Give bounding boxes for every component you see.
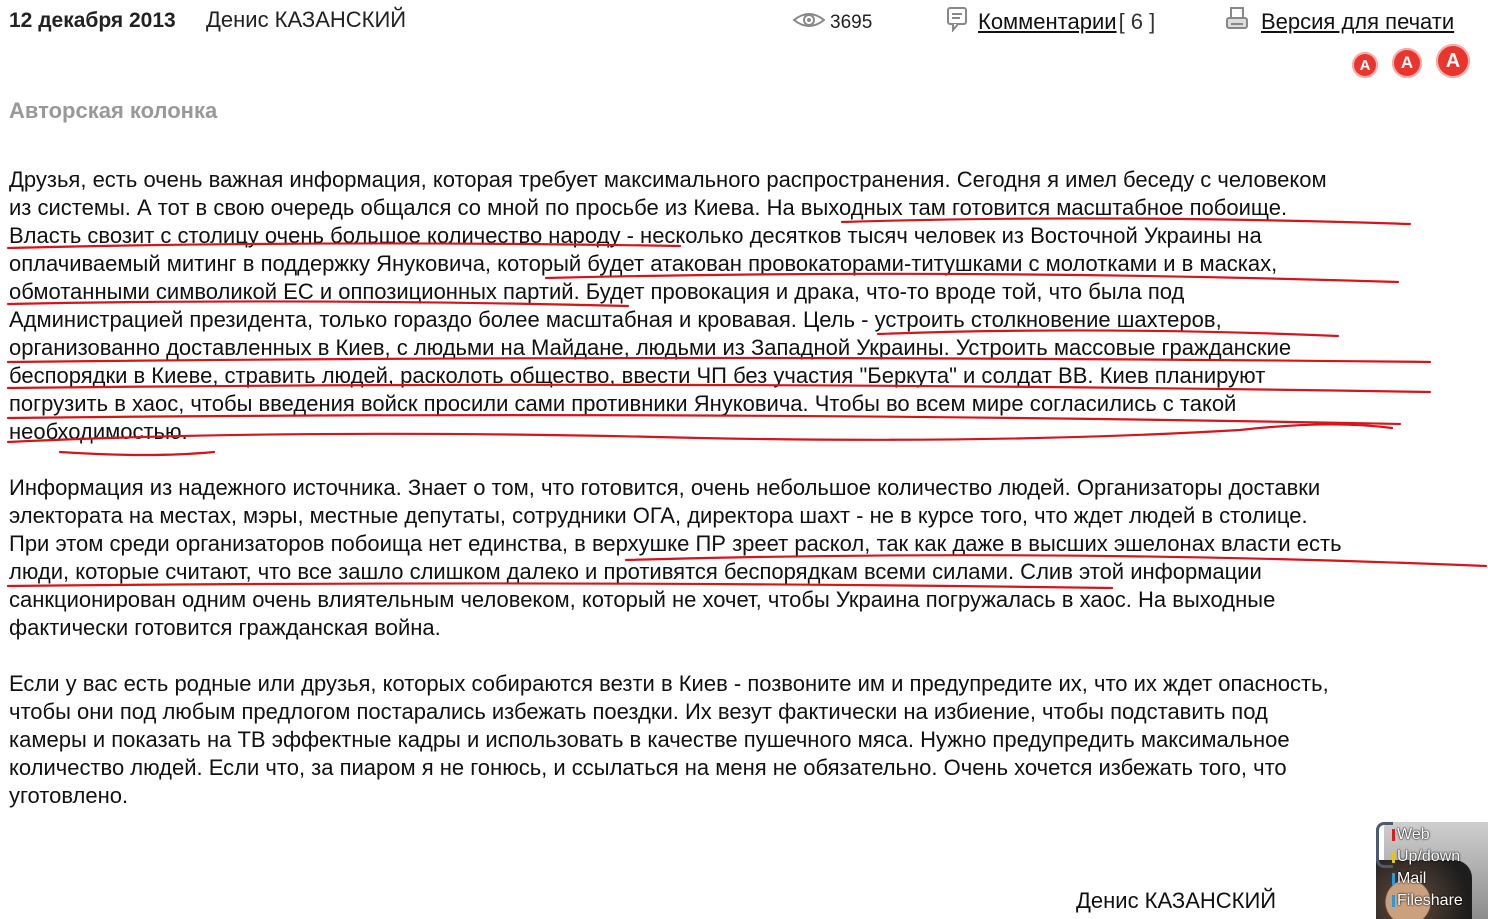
article-paragraph-3 (9, 670, 1479, 810)
share-item-label: Up/down (1397, 848, 1461, 865)
text-line: Информация из надежного источника. Знает о том, что готовится, очень небольшое количество людей. Организаторы доставки (9, 475, 1321, 500)
views-count: 3695 (830, 12, 873, 33)
article-paragraph-1 (9, 166, 1479, 446)
font-size-large-button[interactable]: A (1436, 44, 1470, 78)
red-marker-icon (1392, 829, 1395, 841)
font-size-medium-button[interactable]: A (1392, 48, 1422, 78)
text-line: беспорядки в Киеве, стравить людей, расколоть общество, ввести ЧП без участия "Беркута" и солдат ВВ. Киев планируют (9, 363, 1266, 388)
views-counter (792, 10, 872, 36)
text-line: из системы. А тот в свою очередь общался со мной по просьбе из Киева. На выходных там готовится масштабное побоище. (9, 195, 1288, 220)
text-line: организованно доставленных в Киев, с людьми на Майдане, людьми из Западной Украины. Устроить массовые гражданские (9, 335, 1292, 360)
article-paragraph-2 (9, 474, 1479, 642)
text-line: камеры и показать на ТВ эффектные кадры и использовать в качестве пушечного мяса. Нужно предупредить максимальное (9, 727, 1290, 752)
text-line: уготовлено. (9, 783, 129, 808)
text-line: Администрацией президента, только гораздо более масштабная и кровавая. Цель - устроить столкновение шахтеров, (9, 307, 1222, 332)
comments-count: [ 6 ] (1118, 9, 1156, 34)
widget-handle[interactable] (1376, 822, 1393, 868)
share-mail-item[interactable] (1392, 870, 1426, 888)
share-item-label: Fileshare (1397, 892, 1463, 909)
printer-icon (1225, 6, 1249, 38)
share-updown-item[interactable] (1392, 848, 1460, 866)
yellow-marker-icon (1392, 851, 1395, 863)
share-item-label: Web (1397, 826, 1430, 843)
blue-marker-icon (1392, 873, 1395, 885)
publish-date: 12 декабря 2013 (9, 9, 176, 32)
text-line: фактически готовится гражданская война. (9, 615, 441, 640)
font-size-small-button[interactable]: A (1352, 52, 1378, 78)
text-line: погрузить в хаос, чтобы введения войск просили сами противники Януковича. Чтобы во всем мире согласились с такой (9, 391, 1237, 416)
text-line: люди, которые считают, что все зашло слишком далеко и противятся беспорядкам всеми силами. Слив этой информации (9, 559, 1262, 584)
text-line: электората на местах, мэры, местные депутаты, сотрудники ОГА, директора шахт - не в курсе того, что ждет людей в столице. (9, 503, 1308, 528)
text-line: оплачиваемый митинг в поддержку Януковича, который будет атакован провокаторами-титушками с молотками и в масках, (9, 251, 1278, 276)
font-size-controls (1352, 44, 1470, 78)
author-photo (1376, 860, 1472, 919)
eye-icon (792, 10, 826, 36)
print-version-label[interactable]: Версия для печати (1261, 9, 1455, 34)
signature: Денис КАЗАНСКИЙ (1076, 888, 1277, 913)
share-web-item[interactable] (1392, 826, 1430, 844)
text-line: При этом среди организаторов побоища нет единства, в верхушке ПР зреет раскол, так как даже в высших эшелонах власти есть (9, 531, 1342, 556)
share-item-label: Mail (1397, 870, 1427, 887)
text-line: Если у вас есть родные или друзья, которых собираются везти в Киев - позвоните им и предупредите их, что их ждет опасность, (9, 671, 1329, 696)
article-header (0, 0, 1488, 74)
comments-link[interactable] (946, 6, 1155, 38)
article-body (9, 166, 1479, 838)
text-line: количество людей. Если что, за пиаром я не гонюсь, и ссылаться на меня не обязательно. Очень хочется избежать того, что (9, 755, 1287, 780)
text-line: необходимостью. (9, 419, 188, 444)
text-line: Друзья, есть очень важная информация, которая требует максимального распространения. Сегодня я имел беседу с человеком (9, 167, 1327, 192)
text-line: Власть свозит с столицу очень большое количество народу - несколько десятков тысяч человек из Восточной Украины на (9, 223, 1262, 248)
share-fileshare-item[interactable] (1392, 892, 1463, 910)
author-name: Денис КАЗАНСКИЙ (206, 7, 407, 32)
comment-icon (946, 6, 968, 38)
comments-label[interactable]: Комментарии (978, 9, 1117, 34)
share-widget (1376, 822, 1488, 919)
text-line: чтобы они под любым предлогом постарались избежать поездки. Их везут фактически на избиение, чтобы подставить под (9, 699, 1268, 724)
print-version-link[interactable] (1225, 6, 1454, 38)
section-label: Авторская колонка (9, 98, 218, 123)
blue-marker-icon (1392, 895, 1395, 907)
text-line: санкционирован одним очень влиятельным человеком, который не хочет, чтобы Украина погружалась в хаос. На выходные (9, 587, 1276, 612)
text-line: обмотанными символикой ЕС и оппозиционных партий. Будет провокация и драка, что-то вроде той, что была под (9, 279, 1185, 304)
